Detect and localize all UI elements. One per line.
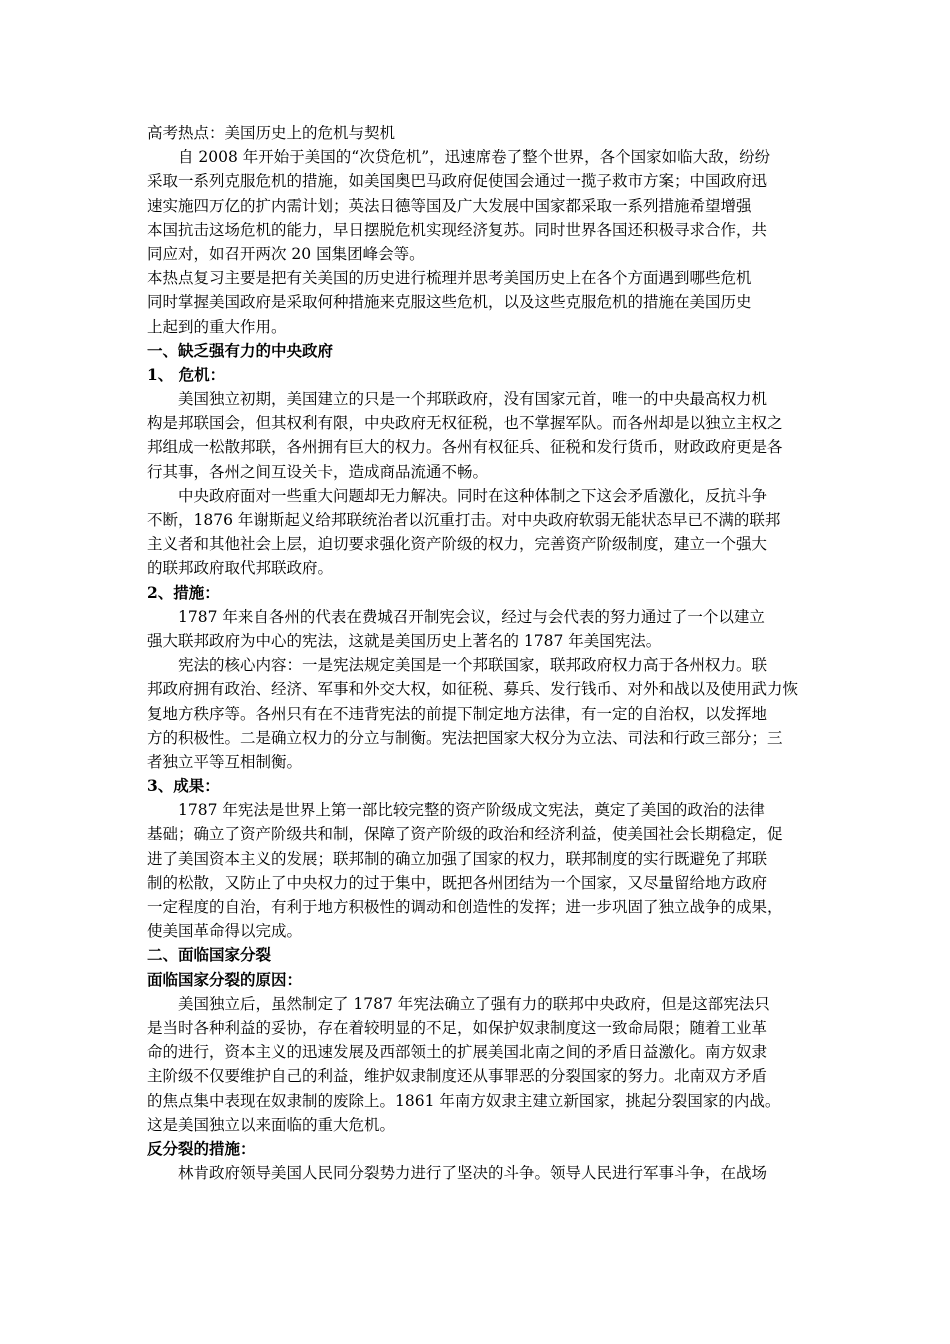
paragraph-line: 速实施四万亿的扩内需计划；英法日德等国及广大发展中国家都采取一系列措施希望增强 bbox=[147, 196, 752, 215]
paragraph-line: 是当时各种利益的妥协，存在着较明显的不足，如保护奴隶制度这一致命局限；随着工业革 bbox=[147, 1018, 768, 1037]
section1-paragraph-5 bbox=[147, 798, 819, 943]
paragraph-line: 自 2008 年开始于美国的“次贷危机”，迅速席卷了整个世界，各个国家如临大敌，纷纷 bbox=[178, 148, 771, 167]
section1-paragraph-1 bbox=[147, 387, 819, 484]
paragraph-line: 邦政府拥有政治、经济、军事和外交大权，如征税、募兵、发行钱币、对外和战以及使用武力恢 bbox=[147, 680, 799, 699]
paragraph-line: 采取一系列克服危机的措施，如美国奥巴马政府促使国会通过一揽子救市方案；中国政府迅 bbox=[147, 172, 768, 191]
document-body bbox=[147, 121, 819, 1185]
paragraph-line: 本国抗击这场危机的能力，早日摆脱危机实现经济复苏。同时世界各国还积极寻求合作，共 bbox=[147, 220, 768, 239]
paragraph-line: 的联邦政府取代邦联政府。 bbox=[147, 559, 334, 578]
section2-paragraph-2 bbox=[147, 1161, 819, 1185]
section1-sub-results: 3、成果： bbox=[147, 776, 220, 796]
paragraph-line: 1787 年宪法是世界上第一部比较完整的资产阶级成文宪法，奠定了美国的政治的法律 bbox=[178, 801, 765, 820]
section1-paragraph-3 bbox=[147, 605, 819, 653]
section2-heading: 二、面临国家分裂 bbox=[147, 945, 272, 965]
paragraph-line: 基础；确立了资产阶级共和制，保障了资产阶级的政治和经济利益，使美国社会长期稳定，促 bbox=[147, 825, 783, 844]
paragraph-line: 宪法的核心内容：一是宪法规定美国是一个邦联国家，联邦政府权力高于各州权力。联 bbox=[178, 656, 768, 675]
paragraph-line: 上起到的重大作用。 bbox=[147, 317, 287, 336]
section1-paragraph-4 bbox=[147, 653, 819, 774]
paragraph-line: 构是邦联国会，但其权利有限，中央政府无权征税，也不掌握军队。而各州却是以独立主权之 bbox=[147, 414, 783, 433]
paragraph-line: 一定程度的自治，有利于地方积极性的调动和创造性的发挥；进一步巩固了独立战争的成果， bbox=[147, 898, 783, 916]
paragraph-line: 同应对，如召开两次 20 国集团峰会等。 bbox=[147, 244, 425, 263]
paragraph-line: 本热点复习主要是把有关美国的历史进行梳理并思考美国历史上在各个方面遇到哪些危机 bbox=[147, 269, 752, 288]
paragraph-line: 同时掌握美国政府是采取何种措施来克服这些危机，以及这些克服危机的措施在美国历史 bbox=[147, 293, 752, 312]
paragraph-line: 复地方秩序等。各州只有在不违背宪法的前提下制定地方法律，有一定的自治权，以发挥地 bbox=[147, 704, 768, 723]
paragraph-line: 主义者和其他社会上层，迫切要求强化资产阶级的权力，完善资产阶级制度，建立一个强大 bbox=[147, 535, 768, 554]
section2-sub-causes: 面临国家分裂的原因： bbox=[147, 969, 303, 989]
section2-sub-measures: 反分裂的措施： bbox=[147, 1138, 256, 1158]
section1-heading: 一、缺乏强有力的中央政府 bbox=[147, 340, 334, 360]
doc-title: 高考热点：美国历史上的危机与契机 bbox=[147, 124, 396, 142]
paragraph-line: 美国独立后，虽然制定了 1787 年宪法确立了强有力的联邦中央政府，但是这部宪法只 bbox=[178, 994, 770, 1013]
paragraph-line: 行其事，各州之间互设关卡，造成商品流通不畅。 bbox=[147, 462, 489, 481]
section1-sub-measures: 2、措施： bbox=[147, 582, 220, 602]
paragraph-line: 使美国革命得以完成。 bbox=[147, 922, 303, 941]
section2-paragraph-1 bbox=[147, 992, 819, 1137]
paragraph-line: 方的积极性。二是确立权力的分立与制衡。宪法把国家大权分为立法、司法和行政三部分；三 bbox=[147, 728, 783, 747]
paragraph-line: 命的进行，资本主义的迅速发展及西部领土的扩展美国北南之间的矛盾日益激化。南方奴隶 bbox=[147, 1043, 768, 1062]
paragraph-line: 者独立平等互相制衡。 bbox=[147, 752, 303, 771]
summary-paragraph bbox=[147, 266, 819, 339]
paragraph-line: 强大联邦政府为中心的宪法，这就是美国历史上著名的 1787 年美国宪法。 bbox=[147, 631, 662, 650]
paragraph-line: 1787 年来自各州的代表在费城召开制宪会议，经过与会代表的努力通过了一个以建立 bbox=[178, 607, 765, 626]
paragraph-line: 邦组成一松散邦联，各州拥有巨大的权力。各州有权征兵、征税和发行货币，财政政府更是各 bbox=[147, 438, 783, 457]
paragraph-line: 制的松散，又防止了中央权力的过于集中，既把各州团结为一个国家，又尽量留给地方政府 bbox=[147, 873, 768, 892]
paragraph-line: 林肯政府领导美国人民同分裂势力进行了坚决的斗争。领导人民进行军事斗争，在战场 bbox=[178, 1164, 768, 1183]
paragraph-line: 美国独立初期，美国建立的只是一个邦联政府，没有国家元首，唯一的中央最高权力机 bbox=[178, 390, 768, 409]
paragraph-line: 中央政府面对一些重大问题却无力解决。同时在这种体制之下这会矛盾激化，反抗斗争 bbox=[178, 486, 768, 505]
paragraph-line: 主阶级不仅要维护自己的利益，维护奴隶制度还从事罪恶的分裂国家的努力。北南双方矛盾 bbox=[147, 1067, 768, 1086]
section1-paragraph-2 bbox=[147, 484, 819, 581]
paragraph-line: 进了美国资本主义的发展；联邦制的确立加强了国家的权力，联邦制度的实行既避免了邦联 bbox=[147, 849, 768, 868]
section1-sub-crisis: 1、 危机： bbox=[147, 364, 226, 384]
intro-paragraph bbox=[147, 145, 819, 266]
paragraph-line: 不断，1876 年谢斯起义给邦联统治者以沉重打击。对中央政府软弱无能状态早已不满的联邦 bbox=[147, 511, 781, 529]
paragraph-line: 的焦点集中表现在奴隶制的废除上。1861 年南方奴隶主建立新国家，挑起分裂国家的内战。 bbox=[147, 1091, 781, 1110]
paragraph-line: 这是美国独立以来面临的重大危机。 bbox=[147, 1115, 396, 1134]
